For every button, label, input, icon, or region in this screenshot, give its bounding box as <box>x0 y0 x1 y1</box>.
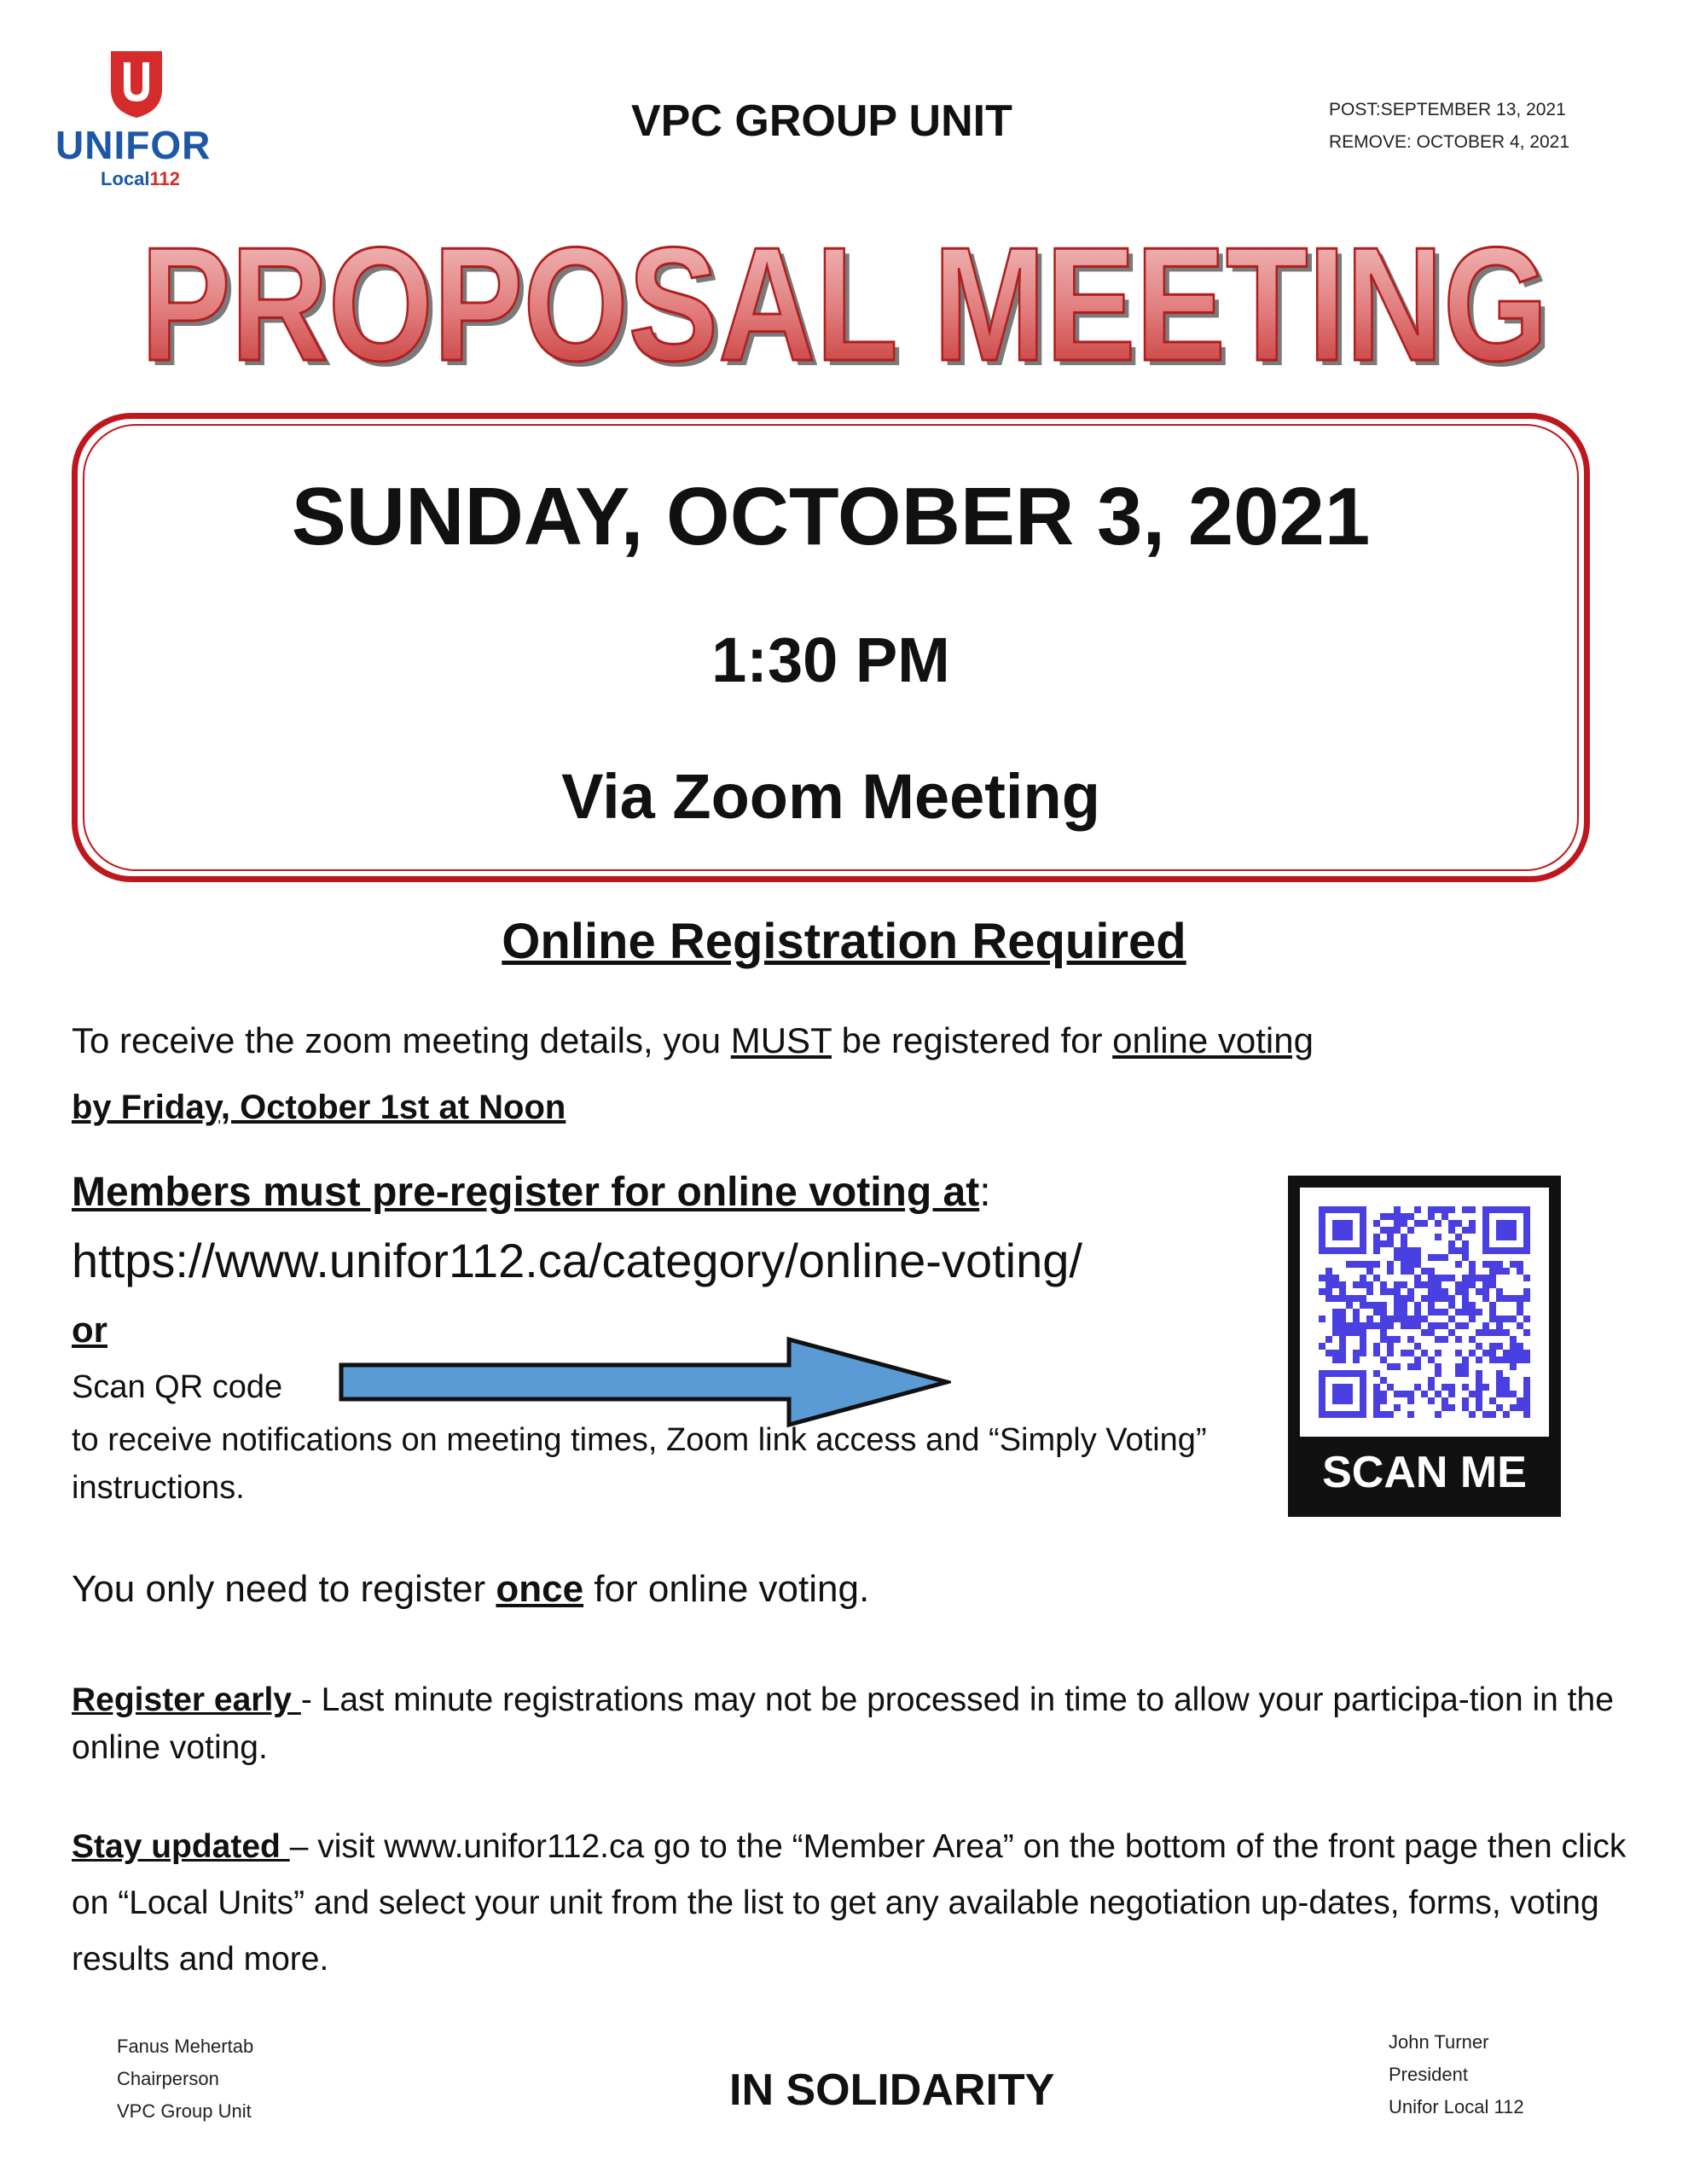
qr-scan-me-label: SCAN ME <box>1322 1448 1527 1497</box>
unifor-logo <box>51 47 222 200</box>
stay-updated-note: Stay updated – visit www.unifor112.ca go to the “Member Area” on the bottom of the front page then click on “Local Units” and select your unit from the list to get any available negotiation up-dates, forms, voting results and more. <box>72 1828 1627 1978</box>
meeting-date: SUNDAY, OCTOBER 3, 2021 <box>291 471 1371 562</box>
unifor-shield-icon <box>107 47 166 119</box>
svg-text:PROPOSAL MEETING: PROPOSAL MEETING <box>146 222 1553 384</box>
proposal-meeting-banner <box>128 222 1561 384</box>
logo-wordmark: UNIFOR <box>55 123 212 167</box>
arrow-right-icon <box>337 1335 951 1429</box>
left-name: Fanus Mehertab <box>117 2036 254 2057</box>
post-dates <box>1329 94 1569 159</box>
right-org: Unifor Local 112 <box>1389 2096 1524 2117</box>
remove-date: REMOVE: OCTOBER 4, 2021 <box>1329 132 1570 152</box>
qr-code[interactable] <box>1288 1176 1561 1517</box>
or-label: or <box>72 1310 107 1350</box>
meeting-info-box <box>72 413 1590 882</box>
registration-deadline: by Friday, October 1st at Noon <box>72 1089 566 1126</box>
scan-qr-text: Scan QR code <box>72 1369 283 1405</box>
closing-solidarity: IN SOLIDARITY <box>729 2065 1055 2115</box>
register-early-note: Register early - Last minute registrations may not be processed in time to allow your participa-tion in the online voting. <box>72 1682 1614 1766</box>
signature-left <box>117 2030 253 2128</box>
post-date: POST:SEPTEMBER 13, 2021 <box>1329 100 1566 119</box>
right-role: President <box>1389 2064 1468 2085</box>
banner-title: PROPOSAL MEETING <box>141 222 1548 384</box>
registration-heading: Online Registration Required <box>502 914 1186 969</box>
meeting-time: 1:30 PM <box>711 624 950 695</box>
signature-right <box>1389 2026 1524 2123</box>
left-role: Chairperson <box>117 2068 219 2089</box>
left-org: VPC Group Unit <box>117 2100 252 2122</box>
register-once-text: You only need to register once for online voting. <box>72 1568 870 1610</box>
registration-intro: To receive the zoom meeting details, you MUST be registered for online voting <box>72 1020 1314 1060</box>
notification-text: to receive notifications on meeting times, Zoom link access and “Simply Voting” instructions. <box>72 1422 1207 1506</box>
logo-local: Local112 <box>101 168 180 189</box>
online-voting-link[interactable]: https://www.unifor112.ca/category/online-voting/ <box>72 1234 1082 1287</box>
right-name: John Turner <box>1389 2031 1489 2053</box>
members-preregister: Members must pre-register for online voting at: <box>72 1170 991 1215</box>
unit-title: VPC GROUP UNIT <box>631 96 1012 146</box>
meeting-venue: Via Zoom Meeting <box>561 761 1100 832</box>
qr-code-icon <box>1300 1188 1549 1437</box>
